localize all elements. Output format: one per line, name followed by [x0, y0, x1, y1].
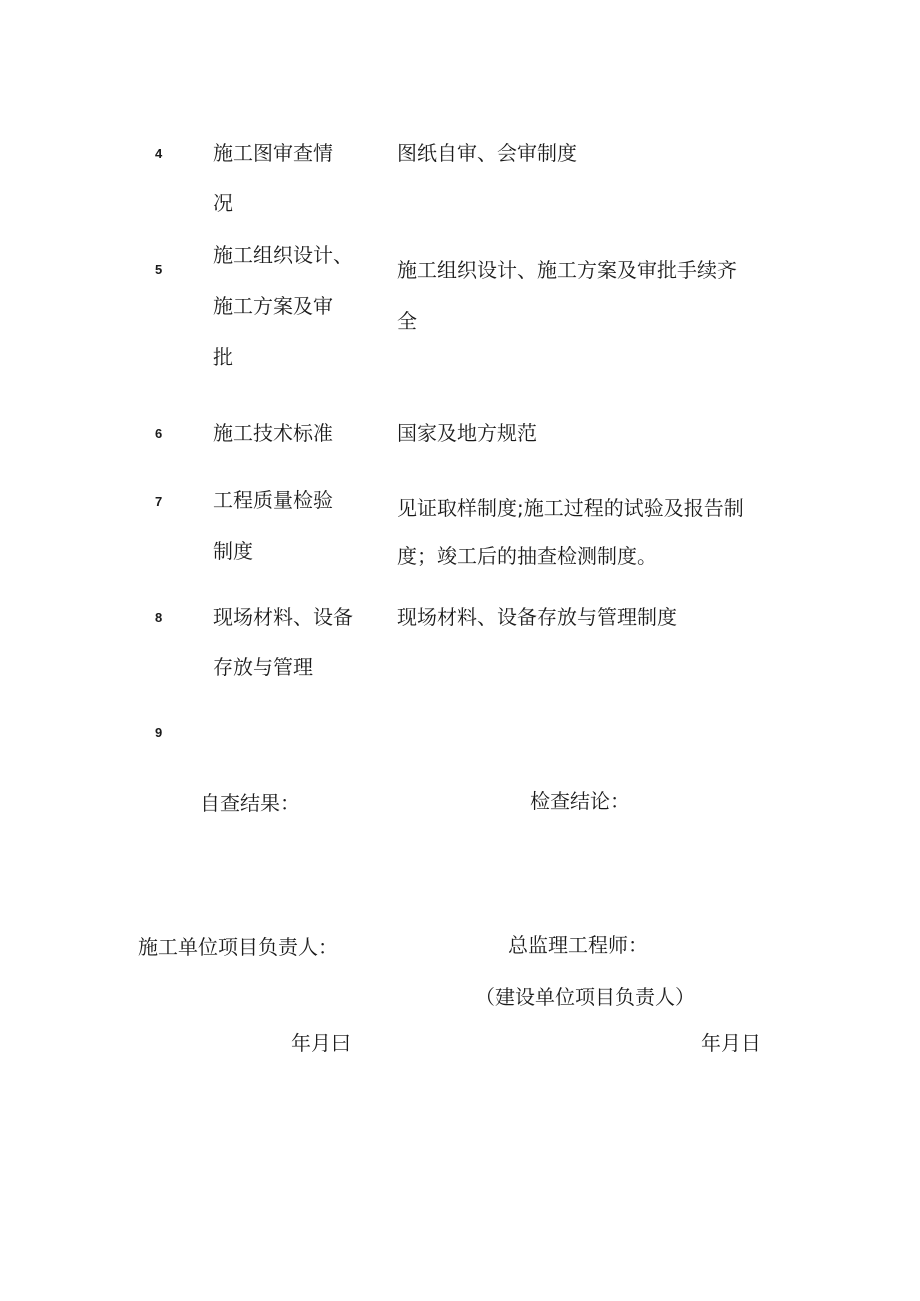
row-8-item-line-1: 现场材料、设备 [213, 605, 353, 629]
self-check-result-label: 自查结果： [200, 791, 300, 815]
row-6-number: 6 [155, 426, 163, 441]
row-4-number: 4 [155, 146, 163, 161]
row-8-content-line-1: 现场材料、设备存放与管理制度 [397, 605, 677, 629]
row-5-item-line-3: 批 [213, 345, 233, 369]
date-right: 年月日 [701, 1031, 761, 1055]
row-4-item-line-1: 施工图审查情 [213, 141, 333, 165]
inspection-conclusion-label: 检查结论： [530, 789, 630, 813]
row-7-content-line-1: 见证取样制度;施工过程的试验及报告制 [397, 496, 744, 520]
row-7-item-line-2: 制度 [213, 539, 253, 563]
row-5-item-line-2: 施工方案及审 [213, 294, 333, 318]
row-5-content-line-1: 施工组织设计、施工方案及审批手续齐 [397, 258, 737, 282]
owner-project-manager-label: （建设单位项目负责人） [475, 985, 695, 1009]
row-5-item-line-1: 施工组织设计、 [213, 243, 353, 267]
date-left: 年月曰 [291, 1031, 351, 1055]
contractor-project-manager-label: 施工单位项目负责人： [138, 935, 338, 959]
row-5-number: 5 [155, 262, 163, 277]
row-8-item-line-2: 存放与管理 [213, 655, 313, 679]
row-7-content-line-2: 度；竣工后的抽查检测制度。 [397, 544, 657, 568]
row-4-content-line-1: 图纸自审、会审制度 [397, 141, 577, 165]
row-6-content-line-1: 国家及地方规范 [397, 421, 537, 445]
row-4-item-line-2: 况 [213, 191, 233, 215]
row-7-item-line-1: 工程质量检验 [213, 488, 333, 512]
row-6-item-line-1: 施工技术标准 [213, 421, 333, 445]
row-5-content-line-2: 全 [397, 309, 417, 333]
row-7-number: 7 [155, 494, 163, 509]
row-8-number: 8 [155, 610, 163, 625]
chief-supervising-engineer-label: 总监理工程师： [508, 933, 648, 957]
row-9-number: 9 [155, 725, 163, 740]
